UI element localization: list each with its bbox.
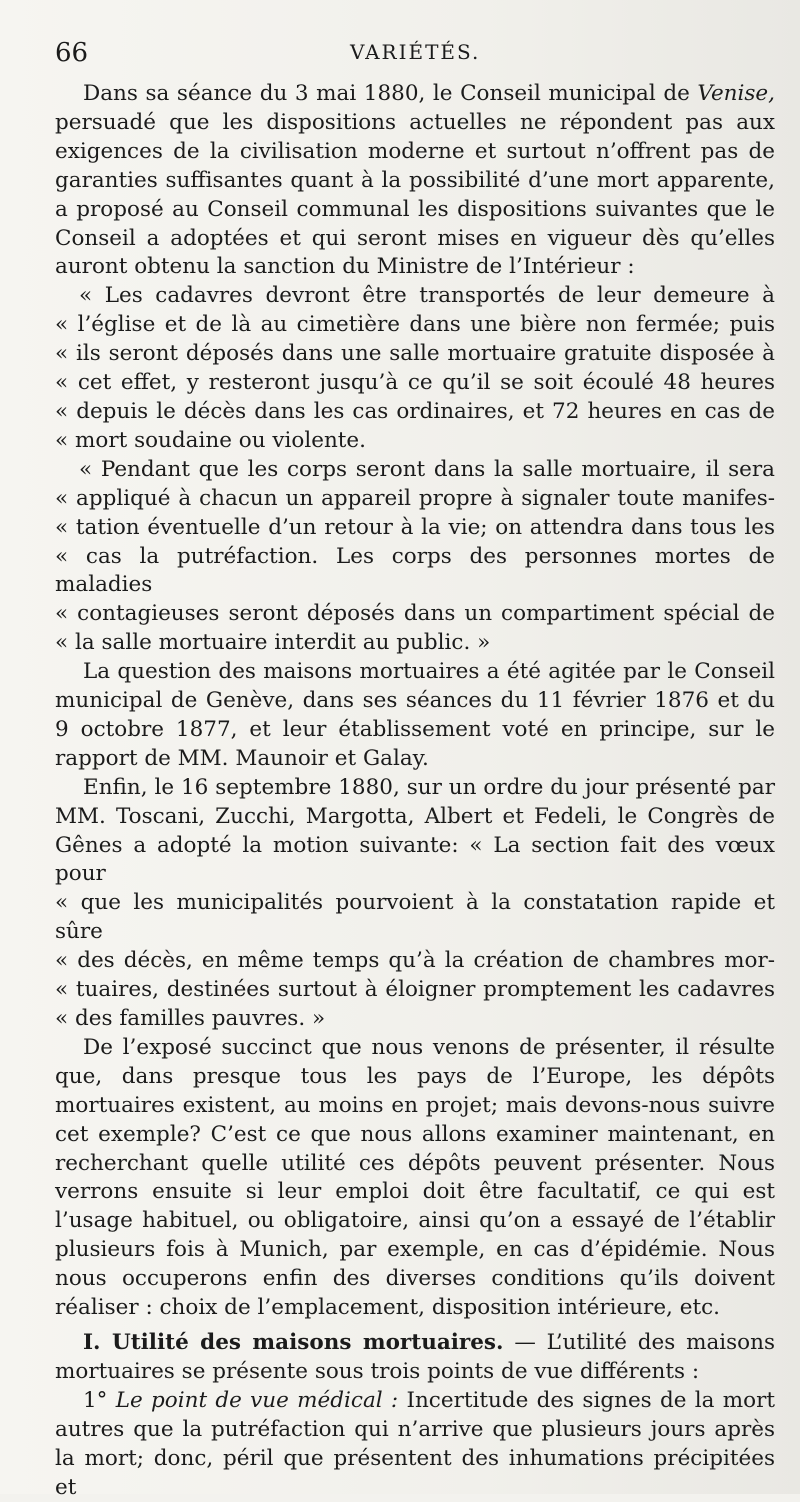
paragraph-genes: Enfin, le 16 septembre 1880, sur un ordre du jour présenté par MM. Toscani, Zucchi, Margotta, Albert et Fedeli, le Congrès de Gênes a adopté la motion suivante: « La section fait des vœux pour bbox=[55, 774, 775, 887]
quote-line: « appliqué à chacun un appareil propre à signaler toute manifes- bbox=[55, 485, 775, 511]
quote-line: « cas la putréfaction. Les corps des personnes mortes de maladies bbox=[55, 543, 775, 598]
quote-line: « ils seront déposés dans une salle mortuaire gratuite disposée à bbox=[55, 341, 775, 367]
paragraph-venise bbox=[55, 80, 775, 282]
page-header bbox=[55, 38, 775, 72]
running-head: VARIÉTÉS. bbox=[350, 40, 481, 64]
paragraph-expose: De l’exposé succinct que nous venons de présenter, il résulte que, dans presque tous les pays de l’Europe, les dépôts mortuaires existent, au moins en projet; mais devons-nous suivre cet exemple? C’est ce que nous allons examiner maintenant, en recherchant quelle utilité ces dépôts peuvent présenter. Nous verrons ensuite si leur emploi doit être facultatif, ce qui est l’usage habituel, ou obligatoire, ainsi qu’on a essayé de l’établir plusieurs fois à Munich, par exemple, en cas d’épidémie. Nous nous occuperons enfin des diverses conditions qu’ils doivent réaliser : choix de l’emplacement, disposition intérieure, etc. bbox=[55, 1034, 775, 1321]
section-heading: I. Utilité des maisons mortuaires. bbox=[83, 1329, 504, 1355]
paragraph-point-medical bbox=[55, 1387, 775, 1502]
page-body bbox=[55, 80, 775, 1502]
quote-line: « tation éventuelle d’un retour à la vie; on attendra dans tous les bbox=[55, 514, 775, 540]
quote-line: « mort soudaine ou violente. bbox=[55, 427, 366, 453]
quote-line: « cet effet, y resteront jusqu’à ce qu’il se soit écoulé 48 heures bbox=[55, 370, 775, 396]
page-number: 66 bbox=[55, 38, 89, 68]
paragraph-geneve: La question des maisons mortuaires a été agitée par le Conseil municipal de Genève, dans ses séances du 11 février 1876 et du 9 octobre 1877, et leur établissement voté en principe, sur le rapport de MM. Maunoir et Galay. bbox=[55, 659, 775, 771]
point-de-vue-text: Incertitude des signes de la mort autres que la putréfaction qui n’arrive que plusieurs jours après la mort; donc, péril que présentent des inhumations précipitées et bbox=[55, 1387, 775, 1500]
quote-line: « la salle mortuaire interdit au public. » bbox=[55, 630, 491, 656]
paragraph-venise-rest: persuadé que les dispositions actuelles ne répondent pas aux exigences de la civilisation moderne et surtout n’offrent pas de garanties suffisantes quant à la possibilité d’une mort apparente, a proposé au Conseil communal les dispositions suivantes que le Conseil a adoptées et qui seront mises en vigueur dès qu’elles auront obtenu la sanction du Ministre de l’Intérieur : bbox=[55, 109, 775, 280]
quote-venise-2 bbox=[55, 456, 775, 658]
quote-line: « que les municipalités pourvoient à la constatation rapide et sûre bbox=[55, 890, 775, 945]
venise-word: Venise, bbox=[697, 81, 775, 106]
section-utilite bbox=[55, 1329, 775, 1387]
quote-line: « des familles pauvres. » bbox=[55, 1006, 326, 1031]
paragraph-venise-start: Dans sa séance du 3 mai 1880, le Conseil municipal de bbox=[83, 81, 690, 106]
quote-line: « tuaires, destinées surtout à éloigner promptement les cadavres bbox=[55, 977, 775, 1003]
quote-line: « l’église et de là au cimetière dans une bière non fermée; puis bbox=[55, 312, 775, 338]
quote-line: « Pendant que les corps seront dans la salle mortuaire, il sera bbox=[79, 456, 775, 482]
quote-genes bbox=[55, 889, 775, 1034]
quote-line: « des décès, en même temps qu’à la création de chambres mor- bbox=[55, 948, 775, 974]
item-number: 1° bbox=[83, 1387, 108, 1413]
point-de-vue-label: Le point de vue médical : bbox=[115, 1387, 399, 1413]
quote-line: « contagieuses seront déposés dans un compartiment spécial de bbox=[55, 601, 775, 627]
quote-line: « depuis le décès dans les cas ordinaires, et 72 heures en cas de bbox=[55, 398, 775, 424]
section-heading-rest: — L’utilité des maisons mortuaires se présente sous trois points de vue différents : bbox=[55, 1329, 776, 1384]
quote-venise-1 bbox=[55, 282, 775, 455]
quote-line: « Les cadavres devront être transportés de leur demeure à bbox=[79, 283, 775, 309]
